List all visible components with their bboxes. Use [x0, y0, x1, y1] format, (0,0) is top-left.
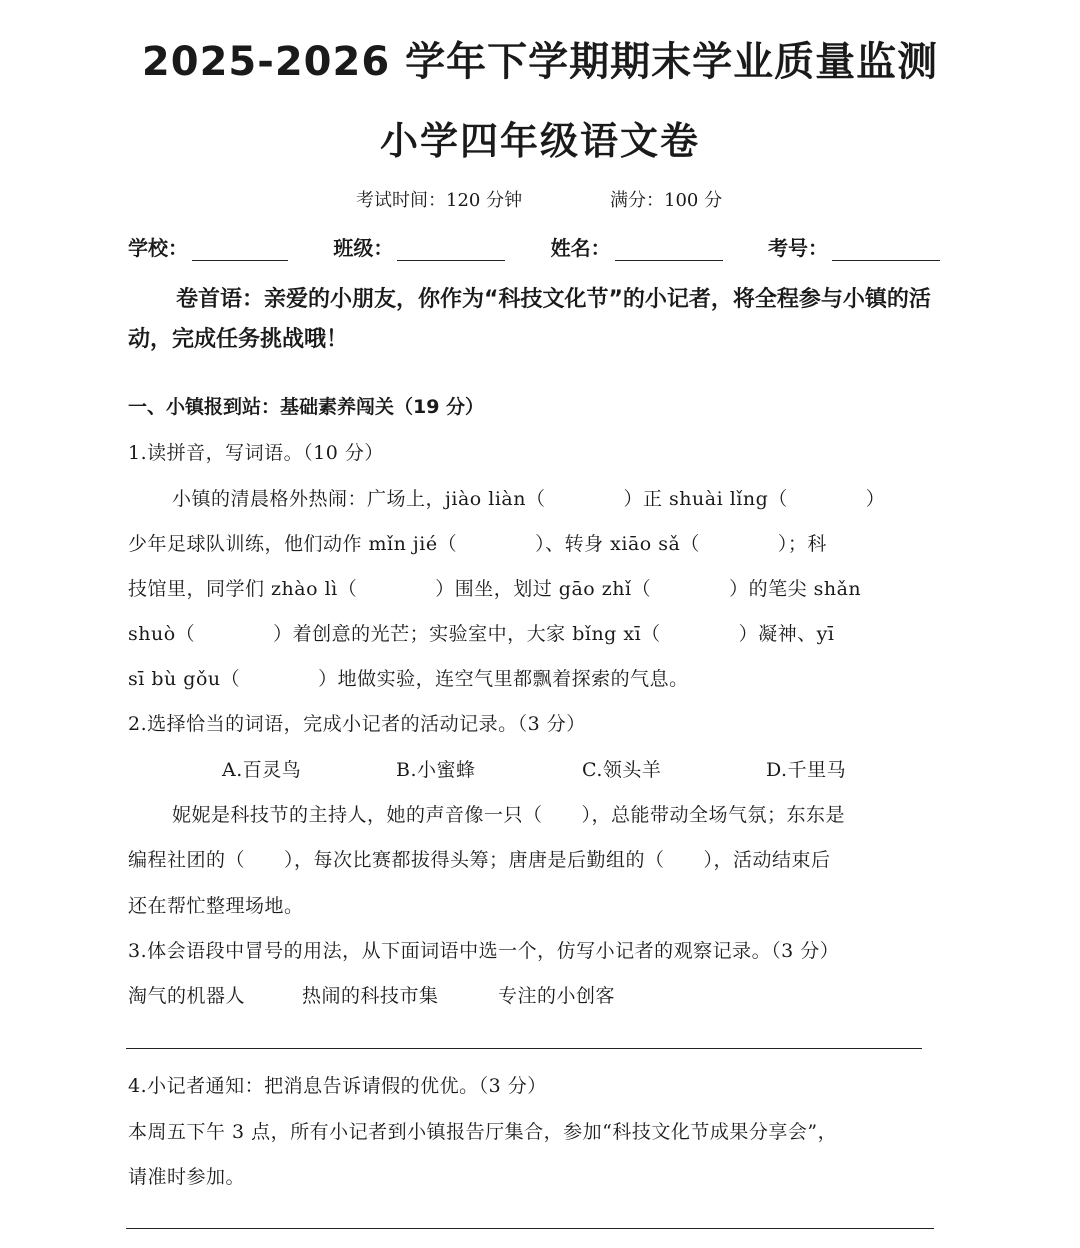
- q1-line: sī bù gǒu（ ）地做实验，连空气里都飘着探索的气息。: [128, 668, 689, 690]
- school-field: [128, 232, 288, 261]
- q2-option: B.小蜜蜂: [396, 759, 476, 781]
- q1-line: 小镇的清晨格外热闹：广场上，jiào liàn（ ）正 shuài lǐng（ ）: [172, 488, 886, 510]
- q3-answer-line[interactable]: [126, 1048, 922, 1049]
- q2-option: C.领头羊: [582, 759, 662, 781]
- class-label: 班级：: [333, 236, 394, 260]
- exam-subtitle: 小学四年级语文卷: [379, 119, 700, 163]
- exam-no-field: [768, 232, 940, 261]
- q1-line: 少年足球队训练，他们动作 mǐn jié（ ）、转身 xiāo sǎ（ ）；科: [128, 533, 827, 555]
- preface-text: 卷首语：亲爱的小朋友，你作为“科技文化节”的小记者，将全程参与小镇的活动，完成任务挑战哦！: [128, 287, 931, 352]
- school-blank[interactable]: [192, 238, 288, 261]
- exam-no-label: 考号：: [767, 236, 828, 260]
- q1-title: 1.读拼音，写词语。（10 分）: [128, 442, 384, 464]
- exam-title: 2025-2026 学年下学期期末学业质量监测: [141, 39, 939, 85]
- q1-line: shuò（ ）着创意的光芒；实验室中，大家 bǐng xī（ ）凝神、yī: [128, 623, 835, 645]
- q3-choice: 热闹的科技市集: [302, 985, 439, 1007]
- q3-choice: 专注的小创客: [498, 985, 616, 1007]
- name-blank[interactable]: [615, 238, 723, 261]
- q3-title: 3.体会语段中冒号的用法，从下面词语中选一个，仿写小记者的观察记录。（3 分）: [128, 940, 840, 962]
- name-field: [551, 232, 723, 261]
- q3-choice: 淘气的机器人: [128, 985, 246, 1007]
- student-info-row: [128, 232, 940, 261]
- q2-line: 还在帮忙整理场地。: [128, 895, 304, 917]
- q4-line: 请准时参加。: [128, 1166, 246, 1188]
- section-1-title: 一、小镇报到站：基础素养闯关（19 分）: [128, 396, 485, 418]
- full-score: 满分：100 分: [610, 190, 723, 211]
- q2-line: 妮妮是科技节的主持人，她的声音像一只（ ），总能带动全场气氛；东东是: [172, 804, 846, 826]
- q4-answer-line[interactable]: [126, 1228, 934, 1229]
- q2-option: D.千里马: [766, 759, 847, 781]
- exam-time: 考试时间：120 分钟: [356, 190, 523, 211]
- q1-line: 技馆里，同学们 zhào lì（ ）围坐，划过 gāo zhǐ（ ）的笔尖 shǎn: [128, 578, 862, 600]
- q2-title: 2.选择恰当的词语，完成小记者的活动记录。（3 分）: [128, 713, 586, 735]
- exam-no-blank[interactable]: [832, 238, 940, 261]
- class-field: [333, 232, 505, 261]
- name-label: 姓名：: [550, 236, 611, 260]
- class-blank[interactable]: [397, 238, 505, 261]
- q2-option: A.百灵鸟: [222, 759, 302, 781]
- q4-title: 4.小记者通知：把消息告诉请假的优优。（3 分）: [128, 1075, 547, 1097]
- school-label: 学校：: [128, 236, 188, 260]
- q2-line: 编程社团的（ ），每次比赛都拔得头筹；唐唐是后勤组的（ ），活动结束后: [128, 849, 831, 871]
- q4-line: 本周五下午 3 点，所有小记者到小镇报告厅集合，参加“科技文化节成果分享会”，: [128, 1121, 838, 1143]
